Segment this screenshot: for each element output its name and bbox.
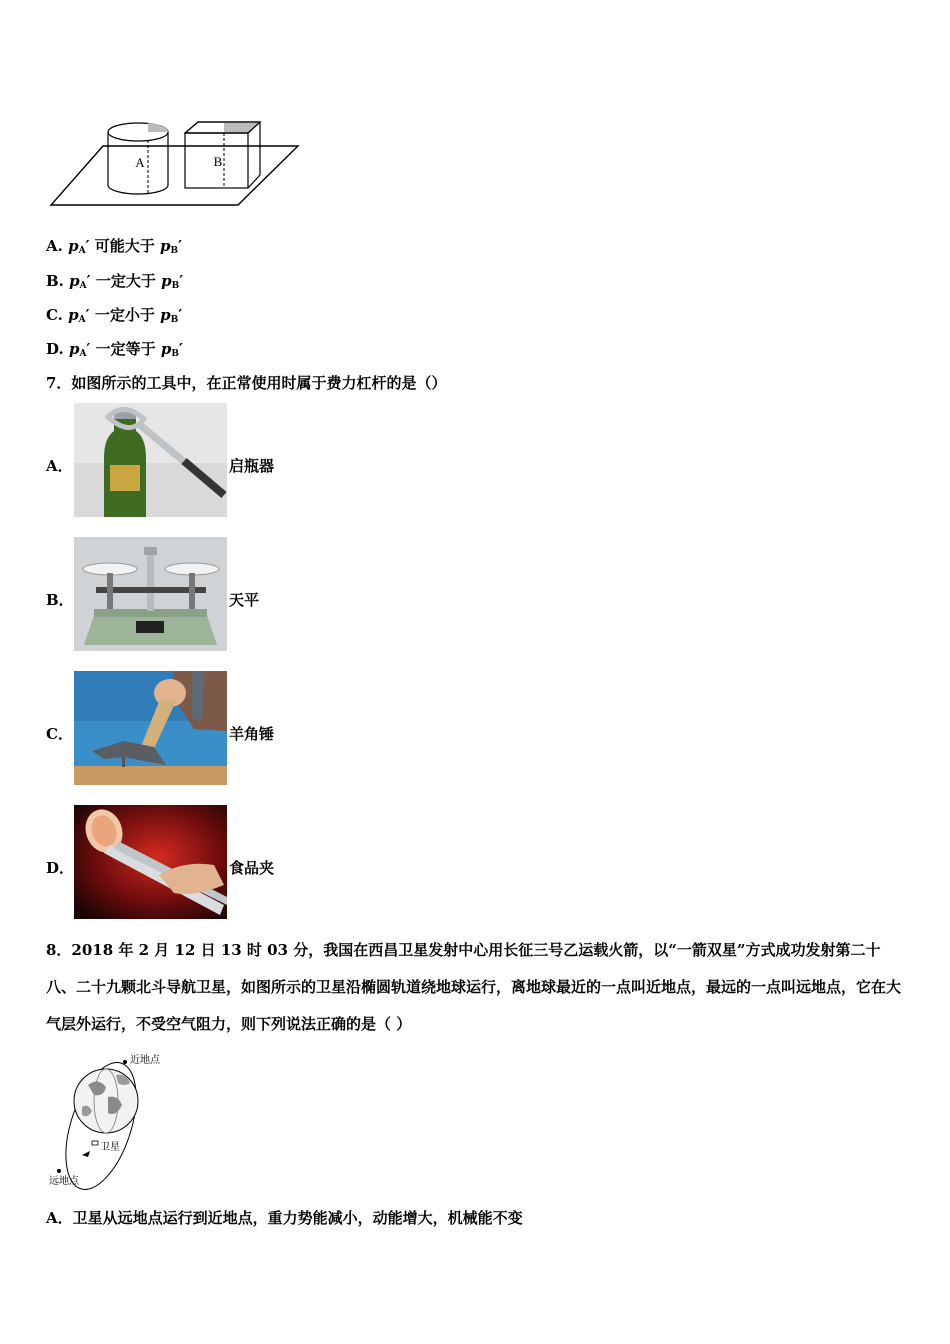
q7-option-a-caption: 启瓶器 — [229, 457, 275, 475]
perigee-label: 近地点 — [130, 1055, 160, 1066]
q8-stem: 8．2018 年 2 月 12 日 13 时 03 分，我国在西昌卫星发射中心用长征三号乙运载火箭，以“一箭双星”方式成功发射第二十八、二十九颗北斗导航卫星，如图所示的卫星沿椭圆轨道绕地球运行，离地球最近的一点叫近地点，最远的一点叫远地点，它在大气层外运行，不受空气阻力，则下列说法正确的是（ ） — [46, 941, 902, 1033]
q7-option-d-letter[interactable]: D． — [46, 859, 75, 877]
q8-option-a[interactable]: A．卫星从远地点运行到近地点，重力势能减小，动能增大，机械能不变 — [46, 1209, 523, 1227]
apogee-label: 远地点 — [49, 1176, 79, 1187]
bottle-opener-photo — [74, 403, 227, 517]
satellite-label: 卫星 — [100, 1142, 120, 1153]
figure-label-a: A — [135, 155, 145, 170]
q6-option-c[interactable]: C. $p_A'$ 一定小于 $p_B'$ — [46, 306, 183, 325]
q6-option-b[interactable]: B. $p_A'$ 一定大于 $p_B'$ — [46, 272, 184, 291]
q7-option-d-caption: 食品夹 — [229, 859, 275, 877]
q7-option-c-letter[interactable]: C． — [46, 725, 73, 743]
q6-option-d[interactable]: D. $p_A'$ 一定等于 $p_B'$ — [46, 340, 183, 359]
figure-label-b: B — [213, 154, 223, 169]
food-tongs-photo — [74, 805, 227, 919]
claw-hammer-photo — [74, 671, 227, 785]
q7-option-b-letter[interactable]: B． — [46, 591, 74, 609]
q6-option-a[interactable]: A. $p_A'$ 可能大于 $p_B'$ — [46, 237, 183, 256]
q7-option-c-caption: 羊角锤 — [229, 725, 275, 743]
q7-option-a-letter[interactable]: A． — [46, 457, 73, 475]
cylinder-cube-figure — [48, 115, 303, 210]
q7-option-b-caption: 天平 — [229, 591, 260, 609]
balance-scale-photo — [74, 537, 227, 651]
satellite-orbit-figure — [46, 1051, 176, 1191]
q7-stem: 7．如图所示的工具中，在正常使用时属于费力杠杆的是（） — [46, 374, 447, 392]
